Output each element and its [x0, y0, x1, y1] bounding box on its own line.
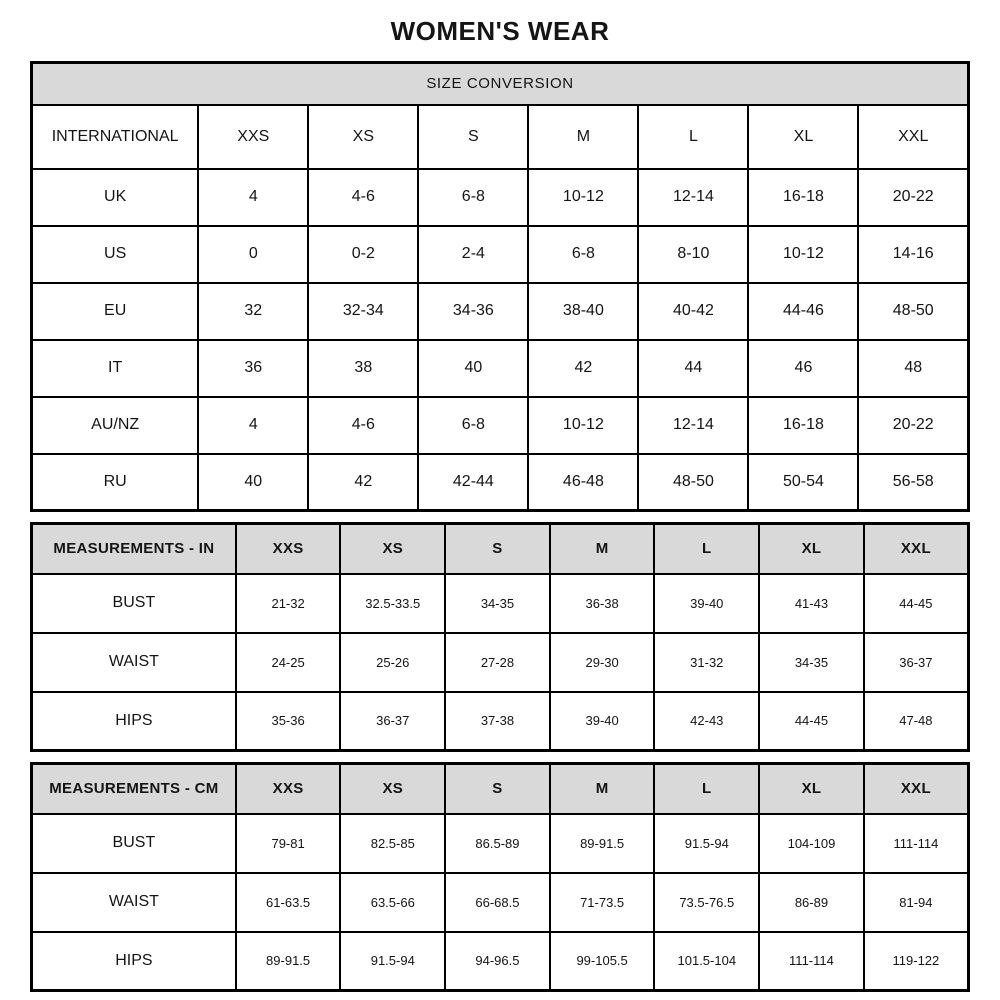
value-cell: 12-14 [638, 169, 748, 226]
table-row [32, 340, 969, 397]
column-header-xxl: XXL [864, 764, 969, 814]
row-label: IT [32, 340, 199, 397]
value-cell: 40 [418, 340, 528, 397]
table-row [32, 169, 969, 226]
value-cell: 8-10 [638, 226, 748, 283]
column-header-m: M [528, 105, 638, 169]
page-title: WOMEN'S WEAR [390, 16, 610, 46]
column-header-xs: XS [340, 524, 445, 574]
value-cell: 36-37 [340, 692, 445, 751]
measurements-cm-label: MEASUREMENTS - CM [32, 764, 236, 814]
value-cell: 14-16 [858, 226, 968, 283]
value-cell: 6-8 [528, 226, 638, 283]
column-header-xxl: XXL [858, 105, 968, 169]
table-row [32, 454, 969, 511]
value-cell: 39-40 [654, 574, 759, 633]
measurements-cm-body [32, 814, 969, 991]
value-cell: 36 [198, 340, 308, 397]
row-label: HIPS [32, 692, 236, 751]
value-cell: 91.5-94 [340, 932, 445, 991]
value-cell: 111-114 [759, 932, 864, 991]
value-cell: 37-38 [445, 692, 550, 751]
column-header-xxs: XXS [236, 524, 341, 574]
column-header-l: L [638, 105, 748, 169]
value-cell: 10-12 [528, 397, 638, 454]
row-label: UK [32, 169, 199, 226]
value-cell: 42 [528, 340, 638, 397]
value-cell: 46 [748, 340, 858, 397]
size-conversion-caption-row [32, 63, 969, 105]
size-conversion-body [32, 169, 969, 511]
value-cell: 20-22 [858, 169, 968, 226]
value-cell: 34-35 [759, 633, 864, 692]
value-cell: 99-105.5 [550, 932, 655, 991]
column-header-xl: XL [748, 105, 858, 169]
value-cell: 38 [308, 340, 418, 397]
size-conversion-header-row [32, 105, 969, 169]
value-cell: 44-46 [748, 283, 858, 340]
column-header-s: S [445, 524, 550, 574]
column-header-m: M [550, 764, 655, 814]
column-header-xxs: XXS [236, 764, 341, 814]
column-header-xxl: XXL [864, 524, 969, 574]
value-cell: 81-94 [864, 873, 969, 932]
value-cell: 73.5-76.5 [654, 873, 759, 932]
value-cell: 20-22 [858, 397, 968, 454]
value-cell: 21-32 [236, 574, 341, 633]
value-cell: 119-122 [864, 932, 969, 991]
value-cell: 48 [858, 340, 968, 397]
value-cell: 6-8 [418, 397, 528, 454]
row-label: EU [32, 283, 199, 340]
value-cell: 4-6 [308, 169, 418, 226]
value-cell: 12-14 [638, 397, 748, 454]
table-row [32, 226, 969, 283]
value-cell: 91.5-94 [654, 814, 759, 873]
value-cell: 104-109 [759, 814, 864, 873]
column-header-m: M [550, 524, 655, 574]
value-cell: 10-12 [528, 169, 638, 226]
column-header-xl: XL [759, 524, 864, 574]
value-cell: 0 [198, 226, 308, 283]
value-cell: 40-42 [638, 283, 748, 340]
value-cell: 39-40 [550, 692, 655, 751]
value-cell: 111-114 [864, 814, 969, 873]
value-cell: 35-36 [236, 692, 341, 751]
value-cell: 29-30 [550, 633, 655, 692]
value-cell: 36-38 [550, 574, 655, 633]
column-header-s: S [445, 764, 550, 814]
value-cell: 16-18 [748, 169, 858, 226]
value-cell: 66-68.5 [445, 873, 550, 932]
row-label: RU [32, 454, 199, 511]
table-row [32, 873, 969, 932]
table-row [32, 692, 969, 751]
value-cell: 27-28 [445, 633, 550, 692]
value-cell: 38-40 [528, 283, 638, 340]
value-cell: 34-36 [418, 283, 528, 340]
measurements-cm-table [30, 762, 970, 992]
row-label: AU/NZ [32, 397, 199, 454]
column-header-xxs: XXS [198, 105, 308, 169]
value-cell: 61-63.5 [236, 873, 341, 932]
value-cell: 86-89 [759, 873, 864, 932]
value-cell: 94-96.5 [445, 932, 550, 991]
measurements-in-table [30, 522, 970, 752]
column-header-xl: XL [759, 764, 864, 814]
row-label: BUST [32, 814, 236, 873]
size-conversion-label: INTERNATIONAL [32, 105, 199, 169]
column-header-s: S [418, 105, 528, 169]
value-cell: 42 [308, 454, 418, 511]
value-cell: 46-48 [528, 454, 638, 511]
value-cell: 32-34 [308, 283, 418, 340]
value-cell: 71-73.5 [550, 873, 655, 932]
value-cell: 101.5-104 [654, 932, 759, 991]
table-row [32, 932, 969, 991]
measurements-cm-header-row [32, 764, 969, 814]
value-cell: 82.5-85 [340, 814, 445, 873]
value-cell: 0-2 [308, 226, 418, 283]
row-label: HIPS [32, 932, 236, 991]
value-cell: 86.5-89 [445, 814, 550, 873]
value-cell: 4 [198, 397, 308, 454]
value-cell: 36-37 [864, 633, 969, 692]
value-cell: 89-91.5 [236, 932, 341, 991]
value-cell: 89-91.5 [550, 814, 655, 873]
value-cell: 47-48 [864, 692, 969, 751]
value-cell: 44-45 [759, 692, 864, 751]
size-conversion-title: SIZE CONVERSION [32, 63, 969, 105]
value-cell: 32 [198, 283, 308, 340]
value-cell: 10-12 [748, 226, 858, 283]
value-cell: 4-6 [308, 397, 418, 454]
value-cell: 44-45 [864, 574, 969, 633]
value-cell: 48-50 [638, 454, 748, 511]
value-cell: 79-81 [236, 814, 341, 873]
measurements-in-header-row [32, 524, 969, 574]
value-cell: 16-18 [748, 397, 858, 454]
value-cell: 6-8 [418, 169, 528, 226]
value-cell: 32.5-33.5 [340, 574, 445, 633]
row-label: WAIST [32, 633, 236, 692]
value-cell: 42-43 [654, 692, 759, 751]
table-row [32, 574, 969, 633]
table-row [32, 397, 969, 454]
table-row [32, 283, 969, 340]
column-header-l: L [654, 764, 759, 814]
column-header-xs: XS [308, 105, 418, 169]
value-cell: 41-43 [759, 574, 864, 633]
row-label: US [32, 226, 199, 283]
value-cell: 50-54 [748, 454, 858, 511]
measurements-in-body [32, 574, 969, 751]
value-cell: 2-4 [418, 226, 528, 283]
row-label: WAIST [32, 873, 236, 932]
table-row [32, 633, 969, 692]
measurements-in-label: MEASUREMENTS - IN [32, 524, 236, 574]
value-cell: 42-44 [418, 454, 528, 511]
value-cell: 25-26 [340, 633, 445, 692]
value-cell: 40 [198, 454, 308, 511]
value-cell: 4 [198, 169, 308, 226]
value-cell: 34-35 [445, 574, 550, 633]
value-cell: 24-25 [236, 633, 341, 692]
value-cell: 56-58 [858, 454, 968, 511]
column-header-xs: XS [340, 764, 445, 814]
table-row [32, 814, 969, 873]
size-conversion-table [30, 61, 970, 512]
value-cell: 63.5-66 [340, 873, 445, 932]
value-cell: 31-32 [654, 633, 759, 692]
column-header-l: L [654, 524, 759, 574]
row-label: BUST [32, 574, 236, 633]
value-cell: 44 [638, 340, 748, 397]
value-cell: 48-50 [858, 283, 968, 340]
